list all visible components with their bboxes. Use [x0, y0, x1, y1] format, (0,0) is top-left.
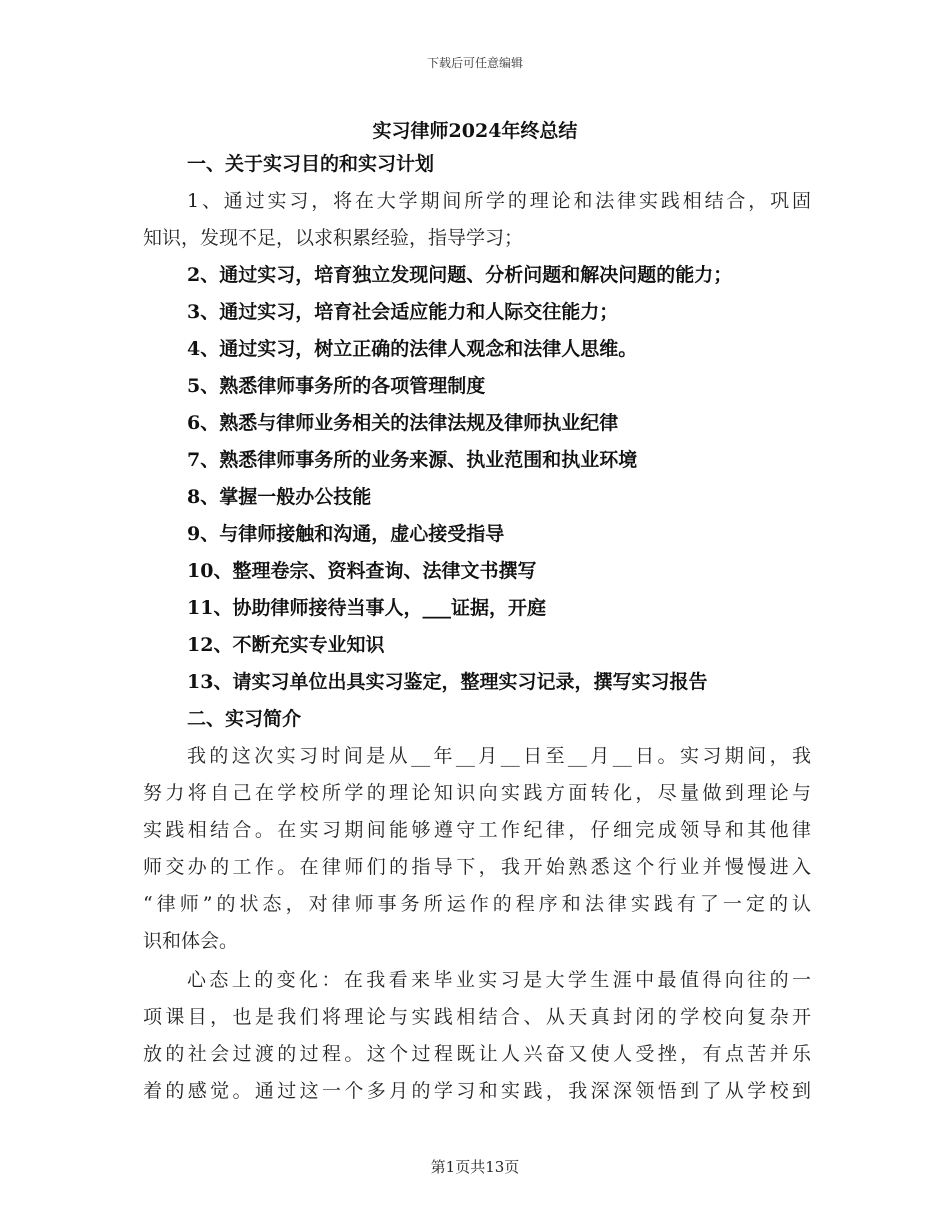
list-item-7: 7、熟悉律师事务所的业务来源、执业范围和执业环境 [187, 449, 638, 471]
list-item-11: 11、协助律师接待当事人，___证据，开庭 [187, 597, 546, 619]
list-item-3: 3、通过实习，培育社会适应能力和人际交往能力； [187, 301, 619, 323]
list-item-12: 12、不断充实专业知识 [187, 634, 385, 656]
section-heading-1: 一、关于实习目的和实习计划 [187, 153, 435, 175]
paragraph-2-line-1: 心态上的变化：在我看来毕业实习是大学生涯中最值得向往的一 [187, 969, 811, 991]
list-item-4: 4、通过实习，树立正确的法律人观念和法律人思维。 [187, 338, 638, 360]
list-item-2: 2、通过实习，培育独立发现问题、分析问题和解决问题的能力； [187, 264, 733, 286]
paragraph-2-line-2: 项课目，也是我们将理论与实践相结合、从天真封闭的学校向复杂开 [143, 1006, 811, 1028]
section-heading-2: 二、实习简介 [187, 708, 302, 730]
paragraph-1-line-5: “律师”的状态，对律师事务所运作的程序和法律实践有了一定的认 [143, 893, 811, 915]
paragraph-2-line-4: 着的感觉。通过这一个多月的学习和实践，我深深领悟到了从学校到 [143, 1080, 811, 1102]
page-header-note: 下载后可任意编辑 [426, 56, 523, 70]
list-item-9: 9、与律师接触和沟通，虚心接受指导 [187, 523, 505, 545]
list-item-1-line-2: 知识，发现不足，以求积累经验，指导学习； [143, 227, 524, 249]
list-item-13: 13、请实习单位出具实习鉴定，整理实习记录，撰写实习报告 [187, 671, 708, 693]
list-item-6: 6、熟悉与律师业务相关的法律法规及律师执业纪律 [187, 412, 619, 434]
paragraph-1-line-4: 师交办的工作。在律师们的指导下，我开始熟悉这个行业并慢慢进入 [143, 856, 811, 878]
paragraph-2-line-3: 放的社会过渡的过程。这个过程既让人兴奋又使人受挫，有点苦并乐 [143, 1043, 811, 1065]
paragraph-1-line-3: 实践相结合。在实习期间能够遵守工作纪律，仔细完成领导和其他律 [143, 819, 811, 841]
paragraph-1-line-1: 我的这次实习时间是从__年__月__日至__月__日。实习期间，我 [187, 745, 811, 767]
paragraph-1-line-2: 努力将自己在学校所学的理论知识向实践方面转化，尽量做到理论与 [143, 782, 811, 804]
page-number: 第1页共13页 [430, 1158, 520, 1176]
document-body [143, 146, 811, 1110]
list-item-1-line-1: 1、通过实习，将在大学期间所学的理论和法律实践相结合，巩固 [187, 190, 811, 212]
list-item-10: 10、整理卷宗、资料查询、法律文书撰写 [187, 560, 537, 582]
paragraph-1-line-6: 识和体会。 [143, 930, 239, 952]
document-title: 实习律师2024年终总结 [372, 120, 578, 142]
list-item-5: 5、熟悉律师事务所的各项管理制度 [187, 375, 486, 397]
list-item-8: 8、掌握一般办公技能 [187, 486, 372, 508]
